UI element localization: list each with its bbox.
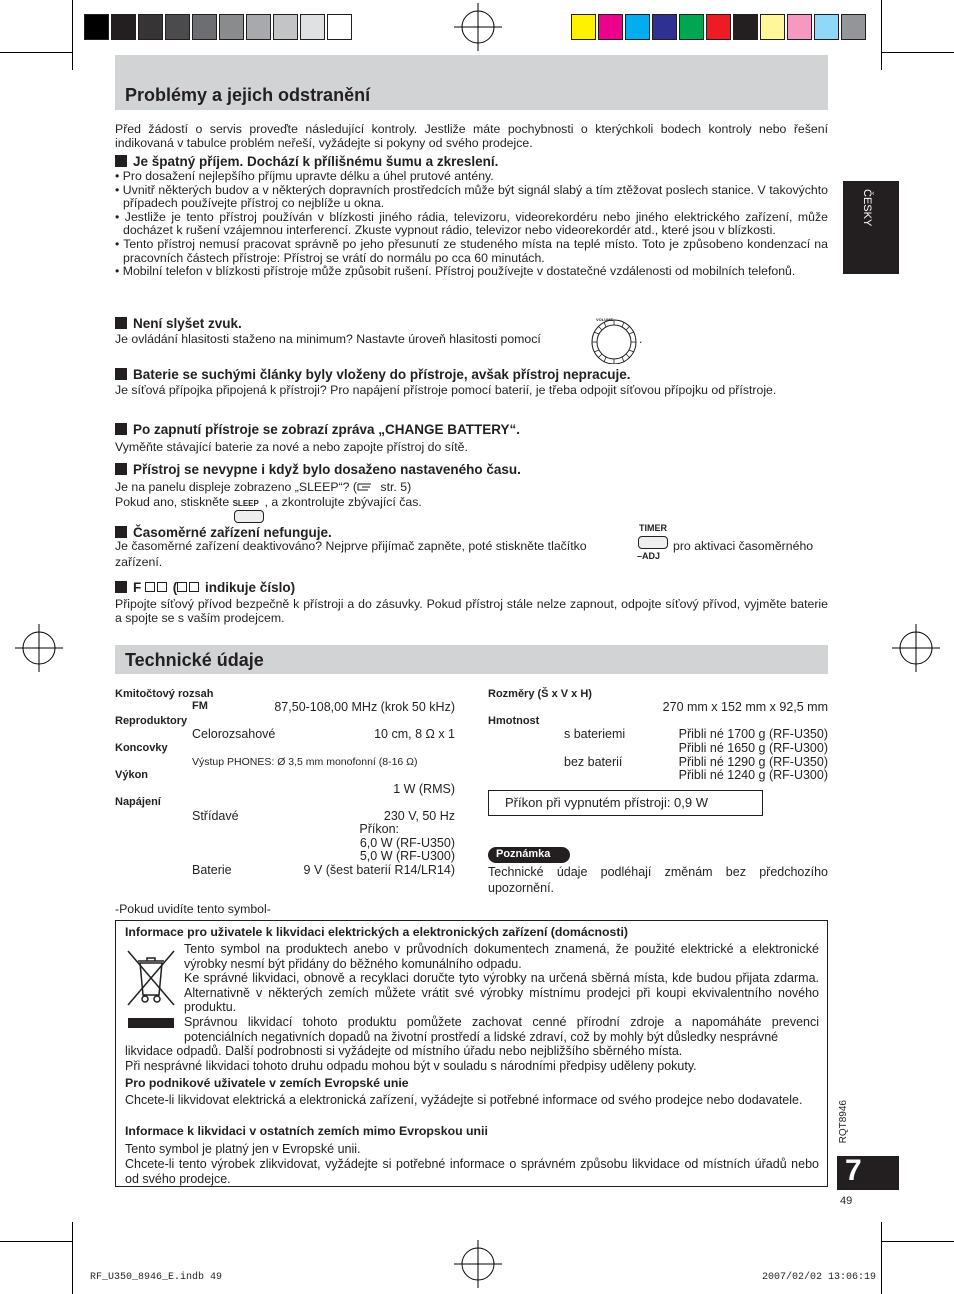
disposal-paragraph: Ke správné likvidaci, obnově a recyklaci doručte tyto výrobky na určená sběrná místa, kde budou přijata zdarma. Alternativně v některých zemích můžete vrátit své výrobky místnímu prodejci při koupi ekvivalentního nového produktu. [184, 971, 819, 1015]
error-code-suffix: indikuje číslo) [205, 580, 296, 595]
disposal-paragraph: Správnou likvidací tohoto produktu pomůžete zachovat cenné přírodní zdroje a napomáháte prevenci potenciálních negativních dopadů na životní prostředí a lidské zdraví, což by mohly být důsledky nesprávné [184, 1015, 819, 1044]
spec-value: Přibli né 1650 g (RF-U300) [678, 741, 828, 755]
registration-mark-left [15, 624, 63, 672]
business-heading: Pro podnikové uživatele v zemích Evropské unie [125, 1076, 409, 1090]
section-marker [115, 317, 127, 329]
batteries-heading [115, 367, 630, 383]
disposal-paragraph: likvidace odpadů. Další podrobnosti si vyžádejte od místního úřadu nebo nejbližšího sběrného místa. [125, 1044, 683, 1058]
crop-mark [882, 1241, 954, 1242]
spec-value: s bateriemi [564, 727, 626, 741]
sleep-line-2-start: Pokud ano, stiskněte [115, 495, 230, 509]
color-swatch [300, 14, 325, 40]
change-battery-text: Vyměňte stávající baterie za nové a nebo zapojte přístroj do sítě. [115, 440, 468, 454]
spec-label: Výkon [115, 769, 149, 781]
no-sound-text: Je ovládání hlasitosti staženo na minimum? Nastavte úroveň hlasitosti pomocí [115, 332, 541, 346]
adj-button-label: –ADJ [637, 551, 661, 561]
sleep-button-label: SLEEP [232, 499, 259, 508]
crop-mark [881, 0, 882, 70]
sleep-line-2-end: , a zkontrolujte zbývající čas. [264, 495, 422, 509]
specifications-header [115, 645, 828, 674]
section-marker [115, 463, 127, 475]
error-code-prefix: F [133, 580, 142, 595]
spec-value: Přibli né 1700 g (RF-U350) [678, 727, 828, 741]
batteries-text: Je síťová přípojka připojená k přístroji? Pro napájení přístroje pomocí baterií, je třeba odpojit síťovou přípojku od přístroje. [115, 383, 777, 397]
color-swatch [192, 14, 217, 40]
sleep-button-shape [234, 510, 264, 523]
no-sound-heading [115, 316, 242, 332]
standby-power-text: Příkon při vypnutém přístroji: 0,9 W [505, 795, 709, 810]
document-code: RQT8946 [838, 1100, 849, 1144]
spec-label: Rozměry (Š x V x H) [488, 688, 592, 700]
spec-label: Hmotnost [488, 715, 540, 727]
timer-text: Je časoměrné zařízení deaktivováno? Nejprve přijímač zapněte, poté stiskněte tlačítko [115, 539, 587, 553]
list-item: • Mobilní telefon v blízkosti přístroje může způsobit rušení. Přístroj používejte v dostatečné vzdálenosti od mobilních telefonů. [115, 264, 796, 279]
spec-label: Reproduktory [115, 715, 188, 727]
sleep-heading-text: Přístroj se nevypne i když bylo dosaženo nastaveného času. [133, 462, 521, 477]
registration-mark-bottom [454, 1240, 502, 1288]
timer-heading-text: Časoměrné zařízení nefunguje. [133, 525, 332, 540]
spec-value: 10 cm, 8 Ω x 1 [374, 727, 455, 741]
registration-mark-right [892, 624, 940, 672]
color-swatch [652, 14, 677, 40]
color-swatch [273, 14, 298, 40]
outside-eu-heading: Informace k likvidaci v ostatních zemích mimo Evropskou unii [125, 1124, 488, 1138]
spec-value: Příkon: [359, 822, 399, 836]
crop-mark [72, 0, 73, 70]
sleep-line-2 [115, 496, 422, 516]
list-item: • Jestliže je tento přístroj používán v blízkosti jiného rádia, televizoru, videorekordéru nebo jiného elektrického zařízení, může docházet k rušení vzájemnou interferencí. Zkuste vypnout rádio, televizor nebo videorekordér atd., které jsou v blízkosti. [115, 209, 828, 238]
spec-value: Přibli né 1290 g (RF-U350) [678, 755, 828, 769]
spec-value: 6,0 W (RF-U350) [359, 836, 455, 850]
reception-heading [115, 154, 498, 170]
page-badge-number: 7 [845, 1154, 862, 1187]
digit-placeholder-icon [177, 582, 187, 592]
page-badge [837, 1156, 899, 1190]
color-swatch [706, 14, 731, 40]
spec-label: Napájení [115, 796, 161, 808]
error-code-text: Připojte síťový přívod bezpečně k přístroji a do zásuvky. Pokud přístroj stále nelze zapnout, odpojte síťový přívod, vyjměte baterie a spojte se s vaším prodejcem. [115, 597, 828, 625]
reception-heading-text: Je špatný příjem. Dochází k přílišnému šumu a zkreslení. [133, 154, 499, 169]
crossed-bin-icon [126, 947, 176, 1007]
footer-file-info: RF_U350_8946_E.indb 49 [90, 1272, 223, 1283]
standby-power-box [488, 790, 763, 816]
disposal-paragraph: Chcete-li tento výrobek zlikvidovat, vyžádejte si potřebné informace o správném způsobu likvidace od místních úřadů nebo od svého prodejce. [125, 1157, 819, 1186]
color-swatch [84, 14, 109, 40]
timer-text-cont: pro aktivaci časoměrného [673, 539, 814, 553]
list-item: • Pro dosažení nejlepšího příjmu upravte délku a úhel prutové antény. [115, 169, 494, 183]
error-code-heading [115, 580, 295, 596]
section-marker [115, 155, 127, 167]
spec-value: 5,0 W (RF-U300) [359, 849, 455, 863]
troubleshooting-header [115, 55, 828, 110]
crop-mark [882, 52, 954, 53]
section-marker [115, 423, 127, 435]
spec-value: 87,50-108,00 MHz (krok 50 kHz) [274, 700, 455, 714]
timer-button-shape [638, 536, 668, 549]
timer-button-label: TIMER [639, 523, 667, 533]
timer-adj-button [637, 523, 671, 563]
sleep-line-1-end: str. 5) [377, 480, 412, 494]
specifications-title: Technické údaje [125, 650, 264, 670]
change-battery-heading-text: Po zapnutí přístroje se zobrazí zpráva „CHANGE BATTERY“. [133, 422, 521, 437]
crop-mark [72, 1222, 73, 1294]
color-swatch [733, 14, 758, 40]
spec-value: 1 W (RMS) [393, 782, 455, 796]
batteries-heading-text: Baterie se suchými články byly vloženy do přístroje, avšak přístroj nepracuje. [133, 367, 631, 382]
digit-placeholder-icon [189, 582, 199, 592]
volume-knob-icon [590, 316, 643, 364]
sleep-line-1-start: Je na panelu displeje zobrazeno „SLEEP“? ( [115, 480, 357, 494]
note-text: Technické údaje podléhají změnám bez předchozího upozornění. [488, 865, 828, 895]
disposal-paragraph: Tento symbol je platný jen v Evropské unii. [125, 1142, 361, 1156]
spec-value: 270 mm x 152 mm x 92,5 mm [662, 700, 828, 714]
spec-value: Výstup PHONES: Ø 3,5 mm monofonní (8-16 Ω) [192, 756, 418, 768]
crop-mark [0, 1241, 72, 1242]
no-sound-heading-text: Není slyšet zvuk. [133, 316, 242, 331]
color-swatch [679, 14, 704, 40]
spec-value: Baterie [192, 863, 232, 877]
troubleshooting-intro: Před žádostí o servis proveďte následující kontroly. Jestliže máte pochybnosti o kterýchkoli bodech kontroly nebo řešení indikovaná v tabulce problém neřeší, vyžádejte si pokyny od svého prodejce. [115, 122, 828, 150]
note-badge [488, 847, 570, 863]
spec-label: Koncovky [115, 742, 168, 754]
digit-placeholder-icon [145, 582, 155, 592]
spec-value: Přibli né 1240 g (RF-U300) [678, 768, 828, 782]
color-swatch [327, 14, 352, 40]
spec-value: 9 V (šest baterií R14/LR14) [303, 863, 455, 877]
spec-value: bez baterií [564, 755, 623, 769]
color-swatch [246, 14, 271, 40]
footer-datetime: 2007/02/02 13:06:19 [762, 1272, 877, 1283]
spec-value: Celorozsahové [192, 727, 276, 741]
troubleshooting-title: Problémy a jejich odstranění [125, 85, 371, 105]
disposal-lead: -Pokud uvidíte tento symbol- [115, 902, 271, 916]
language-tab [843, 181, 899, 274]
color-swatch [814, 14, 839, 40]
disposal-paragraph: Při nesprávné likvidaci tohoto druhu odpadu mohou být v souladu s národními předpisy uděleny pokuty. [125, 1059, 697, 1073]
list-item: • Tento přístroj nemusí pracovat správně po jeho přesunutí ze studeného místa na teplé místo. Toto je způsobeno kondenzací na pracovních částech přístroje: Přístroj se vrátí do normálu po cca 60 minutách. [115, 236, 828, 265]
color-swatch [787, 14, 812, 40]
volume-knob-label: VOLUME [596, 317, 614, 322]
spec-value: Střídavé [192, 809, 239, 823]
color-swatch [571, 14, 596, 40]
spec-label: Kmitočtový rozsah [115, 688, 214, 700]
registration-mark-top [454, 3, 502, 51]
disposal-paragraph: Chcete-li likvidovat elektrická a elektronická zařízení, vyžádejte si potřebné informace od svého prodejce nebo dodavatele. [125, 1093, 803, 1107]
color-swatch [111, 14, 136, 40]
timer-text-end: zařízení. [115, 555, 163, 569]
digit-placeholder-icon [157, 582, 167, 592]
page-number: 49 [840, 1195, 853, 1207]
reception-list [115, 170, 828, 279]
color-swatch [625, 14, 650, 40]
disposal-paragraph: Tento symbol na produktech anebo v průvodních dokumentech znamená, že použité elektrické a elektronické výrobky nesmí být přidány do běžného komunálního odpadu. [184, 942, 819, 971]
disposal-heading: Informace pro uživatele k likvidaci elektrických a elektronických zařízení (domácnosti) [125, 925, 629, 939]
crop-mark [881, 1222, 882, 1294]
bin-underline-bar [128, 1018, 174, 1028]
sleep-line-1 [115, 481, 411, 495]
crop-mark [0, 52, 72, 53]
color-swatch [841, 14, 866, 40]
pointing-hand-icon [357, 481, 377, 492]
color-swatch [760, 14, 785, 40]
color-swatch [219, 14, 244, 40]
error-code-paren: ( [172, 580, 178, 595]
section-marker [115, 581, 127, 593]
spec-label: FM [192, 700, 208, 712]
language-tab-label: ČESKY [861, 189, 873, 227]
note-badge-label: Poznámka [496, 848, 551, 860]
spec-value: 230 V, 50 Hz [383, 809, 455, 823]
color-swatch [598, 14, 623, 40]
disposal-info-box [115, 920, 828, 1187]
color-swatch [138, 14, 163, 40]
list-item: • Uvnitř některých budov a v některých dopravních prostředcích může být signál slabý a tím ztěžovat poslech stanice. V takovýchto případech používejte přístroj co nejblíže u okna. [115, 182, 828, 211]
no-sound-text-end: . [639, 332, 643, 346]
change-battery-heading [115, 422, 520, 438]
section-marker [115, 368, 127, 380]
color-swatch [165, 14, 190, 40]
sleep-button [233, 500, 265, 516]
sleep-heading [115, 462, 521, 478]
section-marker [115, 526, 127, 538]
